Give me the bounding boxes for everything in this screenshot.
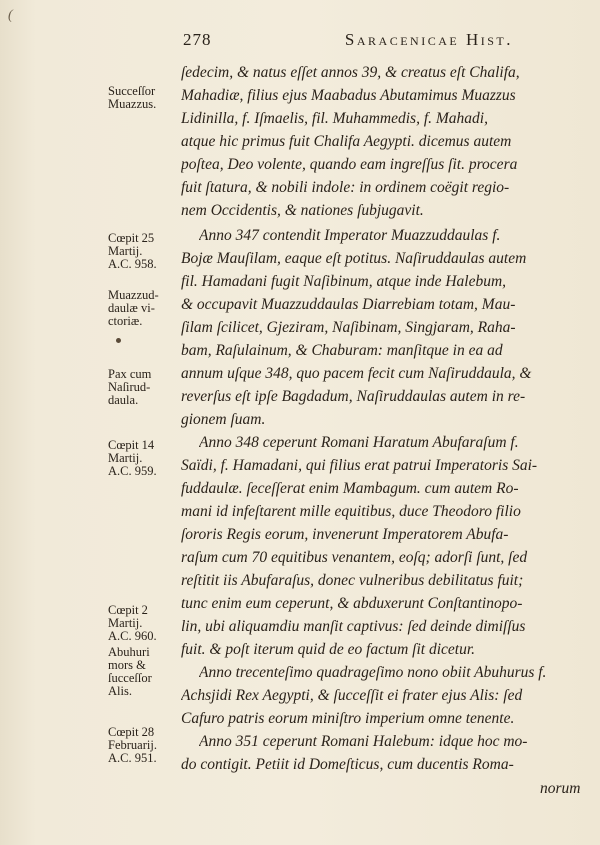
body-line: Lidinilla, f. Iſmaelis, fil. Muhammedis, f. Mahadi,	[181, 110, 488, 127]
ink-dot	[116, 338, 121, 343]
running-head	[183, 30, 513, 50]
body-line: ſedecim, & natus eſſet annos 39, & creatus eſt Chalifa,	[181, 64, 520, 81]
body-line: annum uſque 348, quo pacem fecit cum Naſiruddaula, &	[181, 365, 532, 382]
body-line: gionem ſuam.	[181, 411, 266, 428]
body-line: poſtea, Deo volente, quando eam ingreſſus ſit. procera	[181, 156, 518, 173]
body-line: fuddaulæ. ſeceſſerat enim Mambagum. cum autem Ro-	[181, 480, 519, 497]
margin-note-successor: Succeſſor Muazzus.	[108, 84, 157, 111]
body-line: fuit. & poſt iterum quid de eo factum ſit dicetur.	[181, 641, 476, 658]
body-line: do contigit. Petiit id Domeſticus, cum ducentis Roma-	[181, 756, 514, 773]
body-line: Anno 347 contendit Imperator Muazzuddaulas f.	[199, 227, 501, 244]
margin-note-date-951: Cœpit 28 Februarij. A.C. 951.	[108, 725, 157, 765]
margin-note-abuhuri: Abuhuri mors & ſucceſſor Alis.	[108, 645, 152, 698]
body-line: reſtitit iis Abufaraſus, donec vulneribus debilitatus fuit;	[181, 572, 524, 589]
margin-note-date-960: Cœpit 2 Martij. A.C. 960.	[108, 603, 157, 643]
body-line: Anno trecenteſimo quadrageſimo nono obiit Abuhurus f.	[199, 664, 547, 681]
body-line: mani id infeſtarent mille equitibus, duce Theodoro filio	[181, 503, 521, 520]
body-line: bam, Raſulainum, & Chaburam: manſitque in ea ad	[181, 342, 503, 359]
body-line: Anno 348 ceperunt Romani Haratum Abufaraſum f.	[199, 434, 519, 451]
page-edge-mark: (	[8, 8, 13, 23]
body-line: ſilam ſcilicet, Gjeziram, Naſibinam, Singjaram, Raha-	[181, 319, 516, 336]
body-line: tunc enim eum ceperunt, & abduxerunt Conſtantinopo-	[181, 595, 523, 612]
body-line: Cafuro patris eorum miniſtro imperium omne tenente.	[181, 710, 515, 727]
margin-note-date-959: Cœpit 14 Martij. A.C. 959.	[108, 438, 157, 478]
catchword: norum	[540, 780, 581, 797]
body-line: Bojæ Mauſilam, eaque eſt potitus. Naſiruddaulas autem	[181, 250, 527, 267]
margin-note-date-958: Cœpit 25 Martij. A.C. 958.	[108, 231, 157, 271]
margin-note-peace: Pax cum Naſirud- daula.	[108, 367, 152, 407]
body-line: ſororis Regis eorum, invenerunt Imperatorem Abufa-	[181, 526, 509, 543]
body-line: nem Occidentis, & nationes ſubjugavit.	[181, 202, 424, 219]
body-line: lin, ubi aliquamdiu manſit captivus: ſed deinde dimiſſus	[181, 618, 526, 635]
page-number: 278	[183, 30, 212, 49]
body-line: fil. Hamadani fugit Naſibinum, atque inde Halebum,	[181, 273, 507, 290]
body-line: Saïdi, f. Hamadani, qui filius erat patrui Imperatoris Sai-	[181, 457, 538, 474]
body-line: atque hic primus fuit Chalifa Aegypti. dicemus autem	[181, 133, 512, 150]
body-line: Achsjidi Rex Aegypti, & ſucceſſit ei frater ejus Alis: ſed	[181, 687, 523, 704]
body-line: raſum cum 70 equitibus venantem, eoſq; adorſi ſunt, ſed	[181, 549, 528, 566]
body-line: fuit ſtatura, & nobili indole: in ordinem coëgit regio-	[181, 179, 510, 196]
body-line: Mahadiæ, filius ejus Maabadus Abutamimus Muazzus	[181, 87, 516, 104]
running-title: Saracenicae Hist.	[344, 30, 513, 49]
body-line: Anno 351 ceperunt Romani Halebum: idque hoc mo-	[199, 733, 528, 750]
body-line: & occupavit Muazzuddaulas Diarrebiam totam, Mau-	[181, 296, 516, 313]
body-line: reverſus eſt ipſe Bagdadum, Naſiruddaulas autem in re-	[181, 388, 526, 405]
margin-note-victories: Muazzud- daulæ vi- ctoriæ.	[108, 288, 159, 328]
